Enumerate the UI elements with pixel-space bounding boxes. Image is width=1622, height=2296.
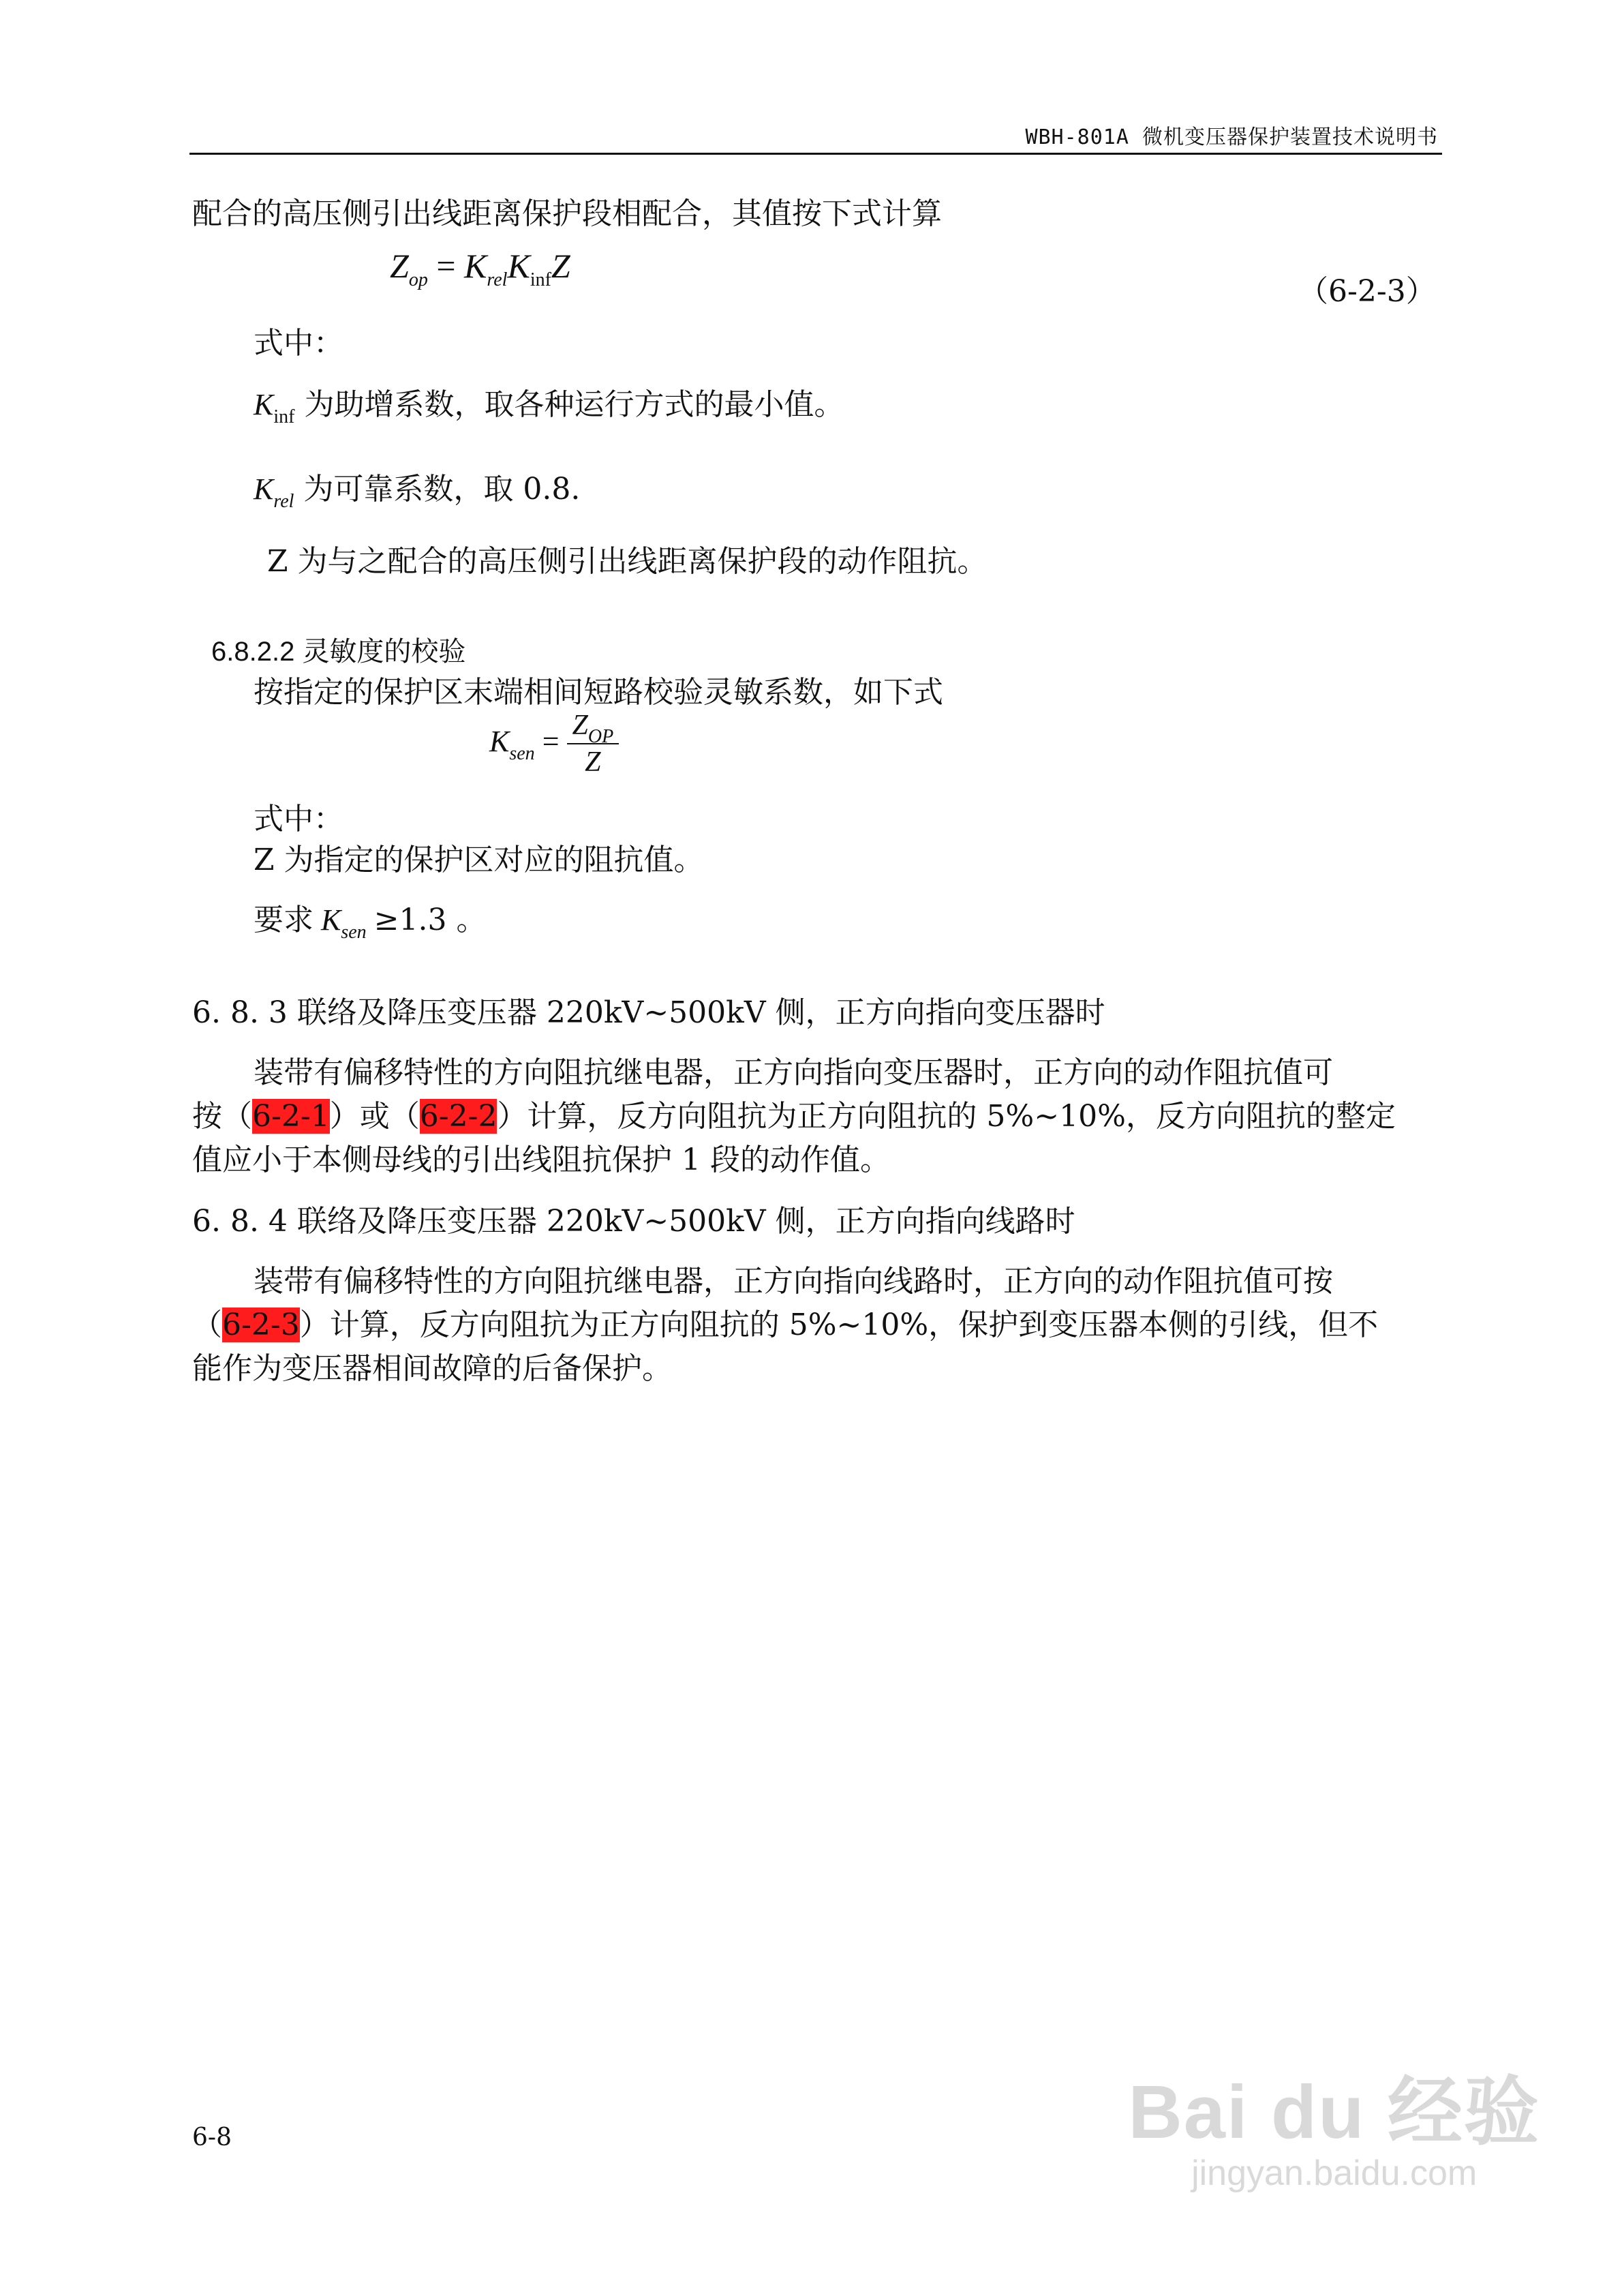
equation-number: （6-2-3） xyxy=(1298,274,1436,309)
requirement-prefix: 要求 xyxy=(254,903,313,937)
section-683-line2 xyxy=(192,1096,1396,1137)
z2-definition: Z 为指定的保护区对应的阻抗值。 xyxy=(254,843,704,877)
text-fragment: （ xyxy=(192,1308,222,1342)
text-fragment: ）计算，反方向阻抗为正方向阻抗的 5%~10%，保护到变压器本侧的引线，但不 xyxy=(299,1308,1379,1342)
equation-ref-highlight: 6-2-3 xyxy=(222,1308,300,1342)
section-684-line3: 能作为变压器相间故障的后备保护。 xyxy=(192,1351,672,1386)
z-definition: Z 为与之配合的高压侧引出线距离保护段的动作阻抗。 xyxy=(267,544,988,579)
text-fragment: ）计算，反方向阻抗为正方向阻抗的 5%~10%，反方向阻抗的整定 xyxy=(497,1099,1396,1134)
requirement-suffix: ≥1.3 。 xyxy=(373,903,487,937)
krel-symbol: $K_{rel}$ xyxy=(254,472,294,512)
section-683-line3: 值应小于本侧母线的引出线阻抗保护 1 段的动作值。 xyxy=(192,1143,890,1177)
krel-text: 为可靠系数，取 0.8. xyxy=(303,472,581,507)
text-fragment: ）或（ xyxy=(329,1099,420,1134)
baidu-watermark xyxy=(1128,2052,1540,2194)
paragraph-intro: 配合的高压侧引出线距离保护段相配合，其值按下式计算 xyxy=(192,196,942,231)
watermark-logo: Bai du 经验 xyxy=(1128,2070,1540,2154)
kinf-text: 为助增系数，取各种运行方式的最小值。 xyxy=(304,387,844,422)
where-label: 式中： xyxy=(254,326,343,361)
text-fragment: 按（ xyxy=(192,1099,252,1134)
kinf-definition xyxy=(254,384,844,425)
where-label-2: 式中： xyxy=(254,802,343,836)
header-rule xyxy=(189,153,1442,155)
ksen-symbol: $K_{sen}$ xyxy=(313,903,367,943)
section-6822-line: 按指定的保护区末端相间短路校验灵敏系数，如下式 xyxy=(254,675,943,710)
header-title: WBH-801A 微机变压器保护装置技术说明书 xyxy=(1025,125,1438,149)
section-683-line1: 装带有偏移特性的方向阻抗继电器，正方向指向变压器时，正方向的动作阻抗值可 xyxy=(254,1055,1333,1090)
section-684-line1: 装带有偏移特性的方向阻抗继电器，正方向指向线路时，正方向的动作阻抗值可按 xyxy=(254,1264,1333,1299)
kinf-symbol: $K_{inf}$ xyxy=(254,388,295,427)
section-6822-heading: 6.8.2.2 灵敏度的校验 xyxy=(211,637,466,667)
krel-definition xyxy=(254,469,580,510)
page-number: 6-8 xyxy=(192,2124,232,2151)
equation-ref-highlight: 6-2-2 xyxy=(419,1099,498,1134)
equation-ksen: $K_{sen}$ = $\frac{Z_{OP}}{Z}$ xyxy=(489,709,619,780)
section-684-heading: 6. 8. 4 联络及降压变压器 220kV~500kV 侧，正方向指向线路时 xyxy=(192,1204,1075,1239)
equation-zop: $Z_{op} = K_{rel}K_{inf}Z$ xyxy=(390,247,570,290)
section-684-line2 xyxy=(192,1305,1378,1346)
ksen-fraction: $\frac{Z_{OP}}{Z}$ xyxy=(567,709,619,780)
equation-ref-highlight: 6-2-1 xyxy=(252,1099,330,1134)
watermark-url: jingyan.baidu.com xyxy=(1191,2154,1478,2193)
section-683-heading: 6. 8. 3 联络及降压变压器 220kV~500kV 侧，正方向指向变压器时 xyxy=(192,995,1105,1030)
requirement xyxy=(254,900,487,941)
